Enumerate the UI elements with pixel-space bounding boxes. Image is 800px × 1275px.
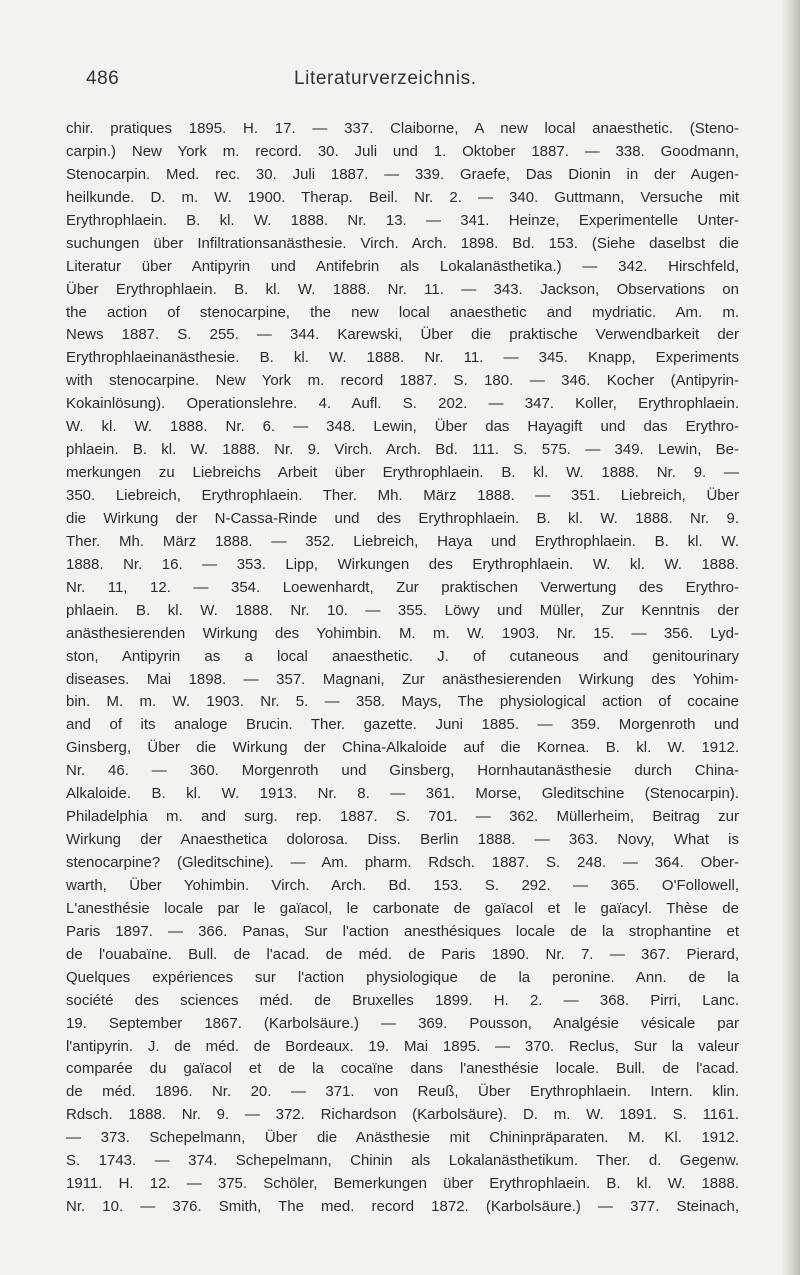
- page-number: 486: [86, 68, 120, 89]
- text-line: Philadelphia m. and surg. rep. 1887. S. 701. — 362. Müllerheim, Beitrag zur: [66, 808, 739, 826]
- text-line: Erythrophlaeinanästhesie. B. kl. W. 1888. Nr. 11. — 345. Knapp, Experiments: [66, 349, 739, 367]
- text-line: Literatur über Antipyrin und Antifebrin als Lokalanästhetika.) — 342. Hirschfeld,: [66, 257, 739, 275]
- text-line: phlaein. B. kl. W. 1888. Nr. 10. — 355. Löwy und Müller, Zur Kenntnis der: [66, 601, 739, 619]
- text-line: l'antipyrin. J. de méd. de Bordeaux. 19. Mai 1895. — 370. Reclus, Sur la valeur: [66, 1037, 739, 1055]
- text-line: Rdsch. 1888. Nr. 9. — 372. Richardson (Karbolsäure). D. m. W. 1891. S. 1161.: [66, 1106, 739, 1124]
- text-line: W. kl. W. 1888. Nr. 6. — 348. Lewin, Über das Hayagift und das Erythro-: [66, 418, 739, 436]
- text-line: 350. Liebreich, Erythrophlaein. Ther. Mh. März 1888. — 351. Liebreich, Über: [66, 487, 739, 504]
- running-title: Literaturverzeichnis.: [294, 68, 477, 89]
- text-line: 1888. Nr. 16. — 353. Lipp, Wirkungen des Erythrophlaein. W. kl. W. 1888.: [66, 555, 739, 573]
- text-line: Stenocarpin. Med. rec. 30. Juli 1887. — 339. Graefe, Das Dionin in der Augen-: [66, 165, 739, 183]
- text-line: Ther. Mh. März 1888. — 352. Liebreich, Haya und Erythrophlaein. B. kl. W.: [66, 532, 739, 550]
- page-edge-shadow: [782, 0, 800, 1275]
- text-line: with stenocarpine. New York m. record 1887. S. 180. — 346. Kocher (Antipyrin-: [66, 372, 739, 390]
- text-line: Quelques expériences sur l'action physiologique de la peronine. Ann. de la: [66, 968, 739, 986]
- text-line: the action of stenocarpine, the new local anaesthetic and mydriatic. Am. m.: [66, 303, 739, 321]
- text-line: carpin.) New York m. record. 30. Juli und 1. Oktober 1887. — 338. Goodmann,: [66, 142, 739, 160]
- text-line: anästhesierenden Wirkung des Yohimbin. M. m. W. 1903. Nr. 15. — 356. Lyd-: [66, 624, 739, 642]
- text-line: bin. M. m. W. 1903. Nr. 5. — 358. Mays, The physiological action of cocaine: [66, 693, 739, 711]
- text-line: ston, Antipyrin as a local anaesthetic. J. of cutaneous and genitourinary: [66, 647, 739, 665]
- text-line: suchungen über Infiltrationsanästhesie. Virch. Arch. 1898. Bd. 153. (Siehe daselbst die: [66, 234, 739, 252]
- text-line: die Wirkung der N-Cassa-Rinde und des Erythrophlaein. B. kl. W. 1888. Nr. 9.: [66, 509, 739, 527]
- text-line: société des sciences méd. de Bruxelles 1899. H. 2. — 368. Pirri, Lanc.: [66, 991, 739, 1009]
- bibliography-text: [66, 118, 739, 1219]
- text-line: Paris 1897. — 366. Panas, Sur l'action anesthésiques locale de la strophantine et: [66, 922, 739, 940]
- text-line: comparée du gaïacol et de la cocaïne dans l'anesthésie locale. Bull. de l'acad.: [66, 1060, 739, 1078]
- text-line: L'anesthésie locale par le gaïacol, le carbonate de gaïacol et le gaïacyl. Thèse de: [66, 899, 739, 917]
- text-line: warth, Über Yohimbin. Virch. Arch. Bd. 153. S. 292. — 365. O'Followell,: [66, 876, 739, 894]
- text-line: Kokainlösung). Operationslehre. 4. Aufl. S. 202. — 347. Koller, Erythrophlaein.: [66, 395, 739, 413]
- text-line: Alkaloide. B. kl. W. 1913. Nr. 8. — 361. Morse, Gleditschine (Stenocarpin).: [66, 785, 739, 803]
- text-line: merkungen zu Liebreichs Arbeit über Erythrophlaein. B. kl. W. 1888. Nr. 9. —: [66, 464, 739, 482]
- text-line: de l'ouabaïne. Bull. de l'acad. de méd. de Paris 1890. Nr. 7. — 367. Pierard,: [66, 945, 739, 963]
- text-line: chir. pratiques 1895. H. 17. — 337. Claiborne, A new local anaesthetic. (Steno-: [66, 120, 739, 137]
- text-line: Nr. 11, 12. — 354. Loewenhardt, Zur praktischen Verwertung des Erythro-: [66, 578, 739, 596]
- text-line: Nr. 10. — 376. Smith, The med. record 1872. (Karbolsäure.) — 377. Steinach,: [66, 1198, 739, 1216]
- text-line: and of its analoge Brucin. Ther. gazette. Juni 1885. — 359. Morgenroth und: [66, 716, 739, 734]
- text-line: diseases. Mai 1898. — 357. Magnani, Zur anästhesierenden Wirkung des Yohim-: [66, 670, 739, 688]
- running-head: [86, 68, 740, 98]
- text-line: Über Erythrophlaein. B. kl. W. 1888. Nr. 11. — 343. Jackson, Observations on: [66, 280, 739, 298]
- text-line: de méd. 1896. Nr. 20. — 371. von Reuß, Über Erythrophlaein. Intern. klin.: [66, 1083, 739, 1101]
- text-line: — 373. Schepelmann, Über die Anästhesie mit Chininpräparaten. M. Kl. 1912.: [66, 1129, 739, 1147]
- text-line: S. 1743. — 374. Schepelmann, Chinin als Lokalanästhetikum. Ther. d. Gegenw.: [66, 1152, 739, 1170]
- text-line: 19. September 1867. (Karbolsäure.) — 369. Pousson, Analgésie vésicale par: [66, 1014, 739, 1032]
- text-line: Wirkung der Anaesthetica dolorosa. Diss. Berlin 1888. — 363. Novy, What is: [66, 831, 739, 849]
- text-line: 1911. H. 12. — 375. Schöler, Bemerkungen über Erythrophlaein. B. kl. W. 1888.: [66, 1175, 739, 1193]
- text-line: Erythrophlaein. B. kl. W. 1888. Nr. 13. — 341. Heinze, Experimentelle Unter-: [66, 211, 739, 229]
- text-line: News 1887. S. 255. — 344. Karewski, Über die praktische Verwendbarkeit der: [66, 326, 739, 344]
- text-line: Nr. 46. — 360. Morgenroth und Ginsberg, Hornhautanästhesie durch China-: [66, 762, 739, 780]
- text-line: phlaein. B. kl. W. 1888. Nr. 9. Virch. Arch. Bd. 111. S. 575. — 349. Lewin, Be-: [66, 441, 739, 459]
- text-line: heilkunde. D. m. W. 1900. Therap. Beil. Nr. 2. — 340. Guttmann, Versuche mit: [66, 188, 739, 206]
- text-line: stenocarpine? (Gleditschine). — Am. pharm. Rdsch. 1887. S. 248. — 364. Ober-: [66, 854, 739, 871]
- text-line: Ginsberg, Über die Wirkung der China-Alkaloide auf die Kornea. B. kl. W. 1912.: [66, 739, 739, 757]
